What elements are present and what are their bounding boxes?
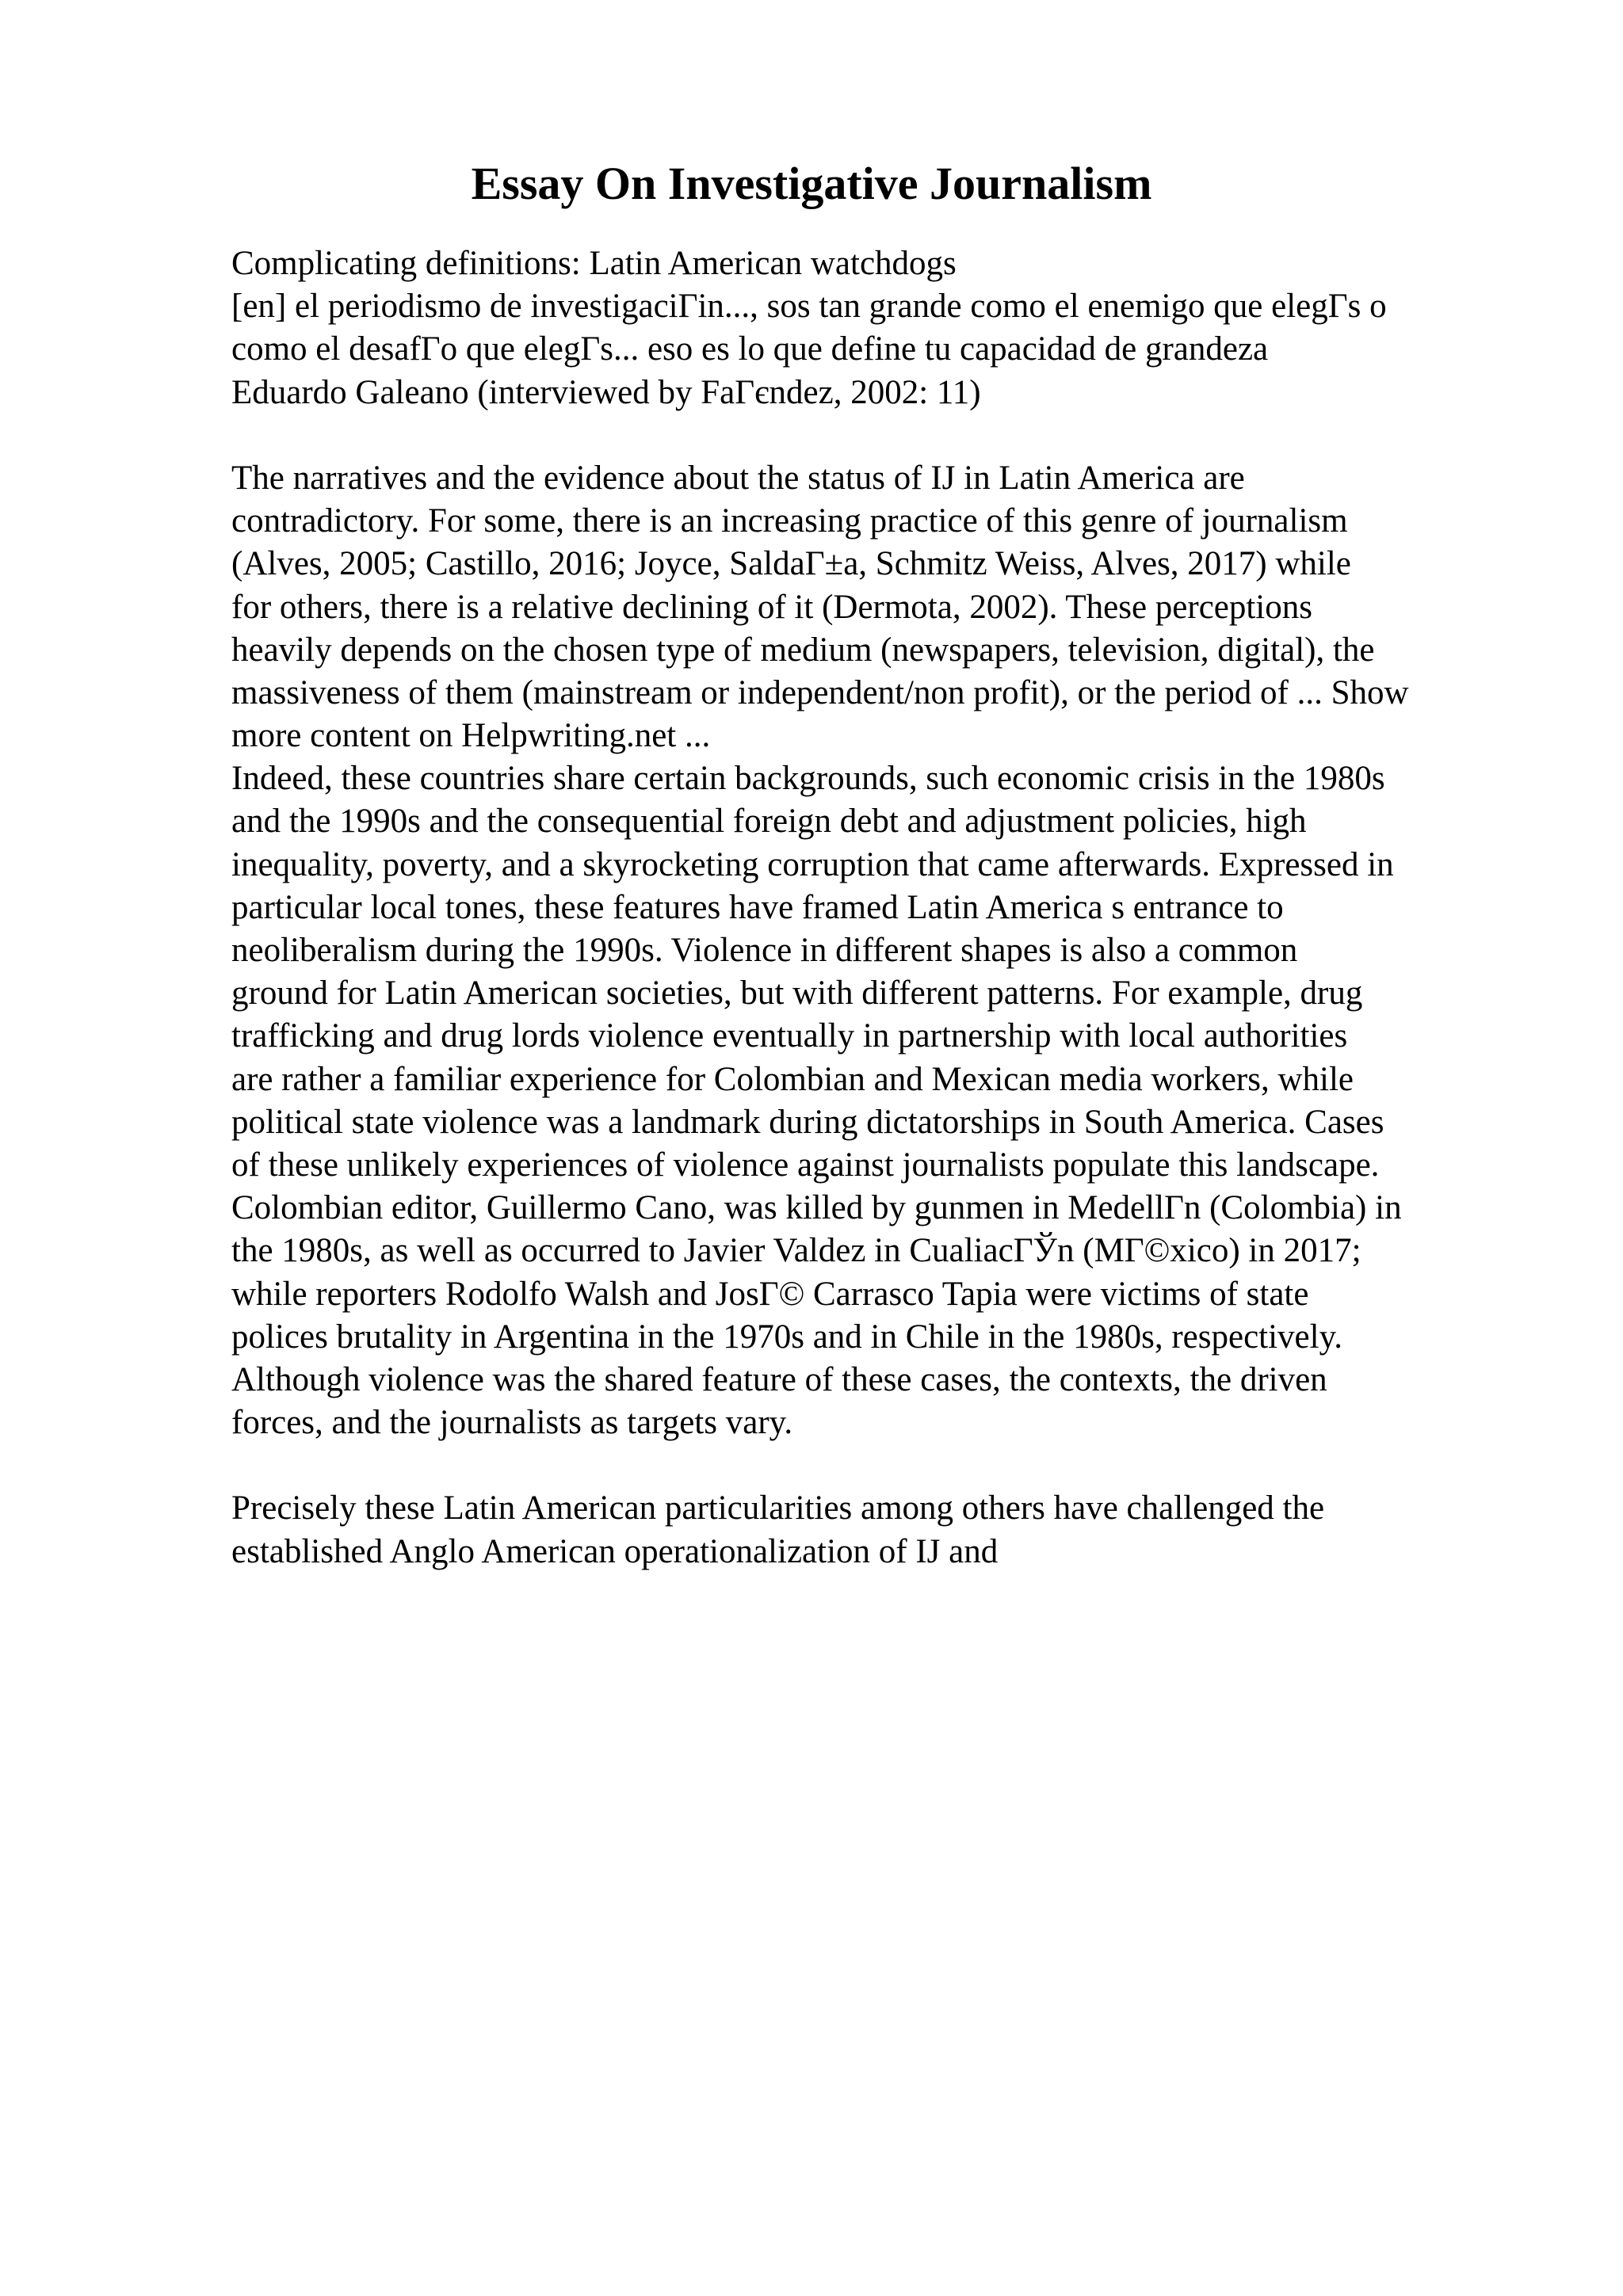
text-line: Complicating definitions: Latin American watchdogs [231, 245, 957, 282]
document-body [231, 242, 1515, 1573]
text-line: Eduardo Galeano (interviewed by FaΓєndez, 2002: 11) [231, 373, 981, 411]
text-line: heavily depends on the chosen type of medium (newspapers, television, digital), the [231, 631, 1375, 669]
text-line: are rather a familiar experience for Colombian and Mexican media workers, while [231, 1060, 1354, 1098]
text-line: and the 1990s and the consequential foreign debt and adjustment policies, high [231, 803, 1307, 841]
text-line: for others, there is a relative declining of it (Dermota, 2002). These perceptions [231, 588, 1312, 626]
text-line: Indeed, these countries share certain backgrounds, such economic crisis in the 1980s [231, 760, 1385, 798]
text-line: Although violence was the shared feature of these cases, the contexts, the driven [231, 1360, 1327, 1398]
text-line: contradictory. For some, there is an increasing practice of this genre of journalism [231, 502, 1348, 540]
paragraph-gap [231, 1444, 1515, 1487]
text-line: The narratives and the evidence about the status of IJ in Latin America are [231, 459, 1245, 497]
text-line: polices brutality in Argentina in the 1970s and in Chile in the 1980s, respectively. [231, 1318, 1343, 1356]
text-line: political state violence was a landmark during dictatorships in South America. Cases [231, 1103, 1384, 1141]
text-line: forces, and the journalists as targets vary. [231, 1404, 793, 1442]
text-line: Precisely these Latin American particularities among others have challenged the [231, 1489, 1325, 1527]
text-line: established Anglo American operationalization of IJ and [231, 1532, 999, 1570]
text-line: while reporters Rodolfo Walsh and JosΓ© Carrasco Tapia were victims of state [231, 1275, 1309, 1313]
text-line: the 1980s, as well as occurred to Javier Valdez in CualiacΓЎn (MΓ©xico) in 2017; [231, 1232, 1361, 1270]
text-line: ground for Latin American societies, but with different patterns. For example, drug [231, 974, 1363, 1013]
text-line: massiveness of them (mainstream or independent/non profit), or the period of ... Show [231, 673, 1409, 711]
text-line: particular local tones, these features have framed Latin America s entrance to [231, 888, 1284, 926]
text-line: (Alves, 2005; Castillo, 2016; Joyce, SaldaΓ±a, Schmitz Weiss, Alves, 2017) while [231, 545, 1351, 583]
text-line: neoliberalism during the 1990s. Violence in different shapes is also a common [231, 932, 1298, 969]
paragraph-gap [231, 414, 1515, 457]
text-line: more content on Helpwriting.net ... [231, 717, 711, 755]
text-line: inequality, poverty, and a skyrocketing corruption that came afterwards. Expressed in [231, 845, 1394, 883]
document-title: Essay On Investigative Journalism [471, 158, 1152, 209]
text-line: trafficking and drug lords violence eventually in partnership with local authorities [231, 1017, 1348, 1055]
text-line: Colombian editor, Guillermo Cano, was killed by gunmen in MedellΓn (Colombia) in [231, 1189, 1402, 1227]
text-line: como el desafΓo que elegΓs... eso es lo que define tu capacidad de grandeza [231, 330, 1269, 368]
text-line: [en] el periodismo de investigaciΓin..., sos tan grande como el enemigo que elegΓs o [231, 288, 1387, 326]
text-line: of these unlikely experiences of violence against journalists populate this landscape. [231, 1146, 1380, 1184]
